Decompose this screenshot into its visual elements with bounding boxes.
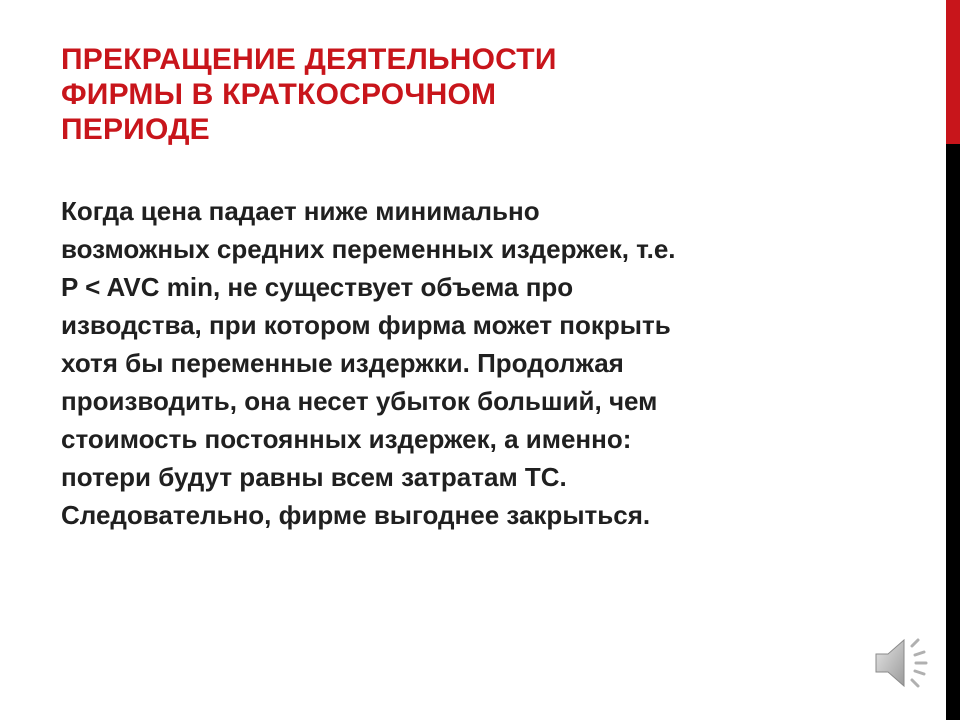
slide-title: ПРЕКРАЩЕНИЕ ДЕЯТЕЛЬНОСТИ ФИРМЫ В КРАТКОСРОЧНОМ ПЕРИОДЕ <box>61 43 557 146</box>
slide-body-text: Когда цена падает ниже минимально возможных средних переменных издержек, т.е. P < AVC min, не существует объема про изводства, при котором фирма может покрыть хотя бы переменные издержки. Продолжая производить, она несет убыток больший, чем стоимость постоянных издержек, а именно: потери будут равны всем затратам ТС. Следовательно, фирме выгоднее закрыться. <box>61 196 676 530</box>
side-dark-bar <box>946 144 960 720</box>
side-accent-bar <box>946 0 960 144</box>
speaker-icon[interactable] <box>872 632 938 694</box>
